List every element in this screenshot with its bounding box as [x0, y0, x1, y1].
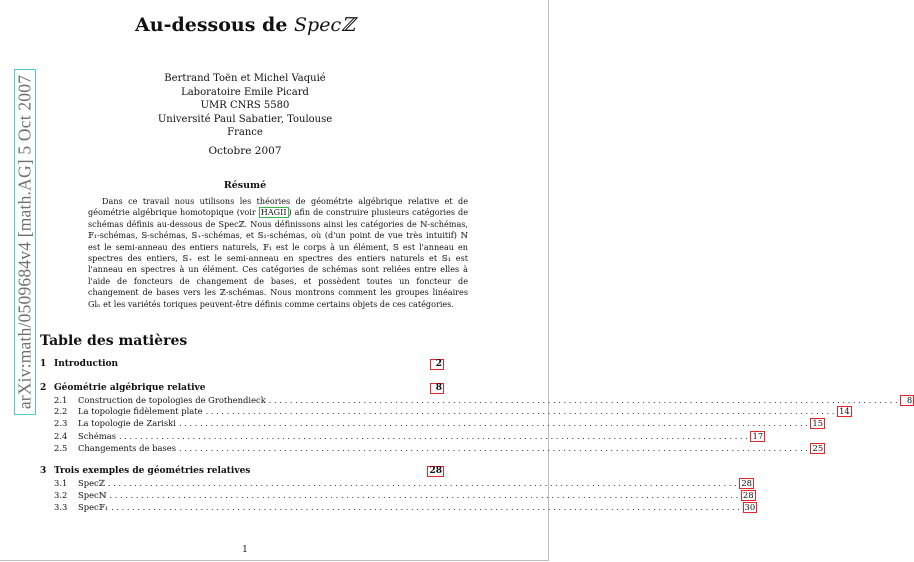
toc-leader-dots: ........................................................................................................................	[179, 443, 811, 453]
toc-entry-number: 2.4	[54, 431, 68, 441]
toc-entry-label[interactable]: Specℤ	[78, 478, 105, 488]
author-unit: UMR CNRS 5580	[200, 100, 290, 111]
author-university: Université Paul Sabatier, Toulouse	[157, 113, 333, 125]
toc-page-link[interactable]: 14	[839, 406, 850, 416]
toc-leader-dots: ........................................................................................................................	[205, 406, 838, 416]
citation-link[interactable]: HAGII	[260, 207, 287, 218]
paper-title-math: Specℤ	[294, 14, 355, 36]
toc-entry-number: 2	[40, 383, 47, 393]
toc-entry[interactable]	[40, 490, 754, 502]
toc-page-link[interactable]: 2	[430, 359, 444, 370]
author-block	[0, 72, 490, 140]
toc-entry-label[interactable]: Construction de topologies de Grothendieck	[78, 395, 266, 405]
paper-title	[0, 14, 490, 36]
abstract-text-start: Dans ce travail nous utilisons les théories de géométrie algébrique relative et de géométrie algébrique homotopique (voir	[88, 196, 468, 218]
toc-entry[interactable]	[40, 359, 444, 371]
toc-page-link[interactable]: 25	[812, 443, 824, 453]
arxiv-identifier-text: arXiv:math/0509684v4 [math.AG] 5 Oct 2007	[14, 74, 35, 410]
toc-page-link[interactable]: 17	[752, 431, 764, 441]
toc-page-link[interactable]: 28	[429, 466, 442, 476]
toc-heading: Table des matières	[40, 333, 188, 349]
toc-entry-number: 2.2	[54, 406, 68, 416]
toc-entry[interactable]	[40, 418, 824, 430]
toc-entry-label[interactable]: Specℕ	[78, 490, 107, 500]
toc-page-link[interactable]: 28	[741, 478, 752, 488]
paper-title-text: Au-dessous de	[135, 14, 295, 36]
toc-leader-dots: ........................................................................................................................	[111, 502, 743, 512]
toc-page-link[interactable]: 8	[900, 395, 914, 406]
toc-entry-label[interactable]: La topologie fidèlement plate	[78, 406, 203, 416]
toc-entry-label[interactable]: La topologie de Zariski	[78, 418, 176, 428]
toc-entry[interactable]	[40, 406, 850, 418]
toc-entry-number: 3.3	[54, 502, 68, 512]
page-number: 1	[242, 545, 248, 555]
toc-entry[interactable]	[40, 502, 756, 514]
toc-entry-label[interactable]: Introduction	[54, 359, 119, 369]
abstract-text-rest: ) afin de construire plusieurs catégories de schémas définis au-dessous de Specℤ. Nous définissons ainsi les catégories de ℕ-schémas, 𝔽₁-schémas, 𝕊-schémas, 𝕊₊-schémas, et 𝕊₁-schémas, où (d'un point de vue très intuitif) ℕ est le semi-anneau des entiers naturels, 𝔽₁ est le corps à un élément, 𝕊 est l'anneau en spectres des entiers, 𝕊₊ est le semi-anneau en spectres des entiers naturels et 𝕊₁ est l'anneau en spectres à un élément. Ces catégories de schémas sont reliées entre elles à l'aide de foncteurs de changement de bases, et possèdent toutes un foncteur de changement de bases vers les ℤ-schémas. Nous montrons comment les groupes linéaires Glₙ et les variétés toriques peuvent-être définis comme certains objets de ces catégories.	[88, 207, 468, 309]
toc-entry[interactable]	[40, 466, 444, 478]
paper-date: Octobre 2007	[208, 145, 282, 157]
toc-entry-number: 3.1	[54, 478, 68, 488]
toc-entry-number: 3	[40, 466, 47, 476]
toc-leader-dots: ........................................................................................................................	[109, 490, 741, 500]
toc-entry-label[interactable]: Schémas	[78, 431, 117, 441]
abstract-body	[88, 196, 468, 310]
toc-leader-dots: ........................................................................................................................	[107, 478, 740, 488]
toc-page-link[interactable]: 28	[742, 490, 754, 500]
toc-entry[interactable]	[40, 478, 752, 490]
toc-entry-number: 3.2	[54, 490, 68, 500]
toc-page-link[interactable]: 8	[430, 383, 444, 394]
toc-entry[interactable]	[40, 443, 824, 455]
toc-entry-label[interactable]: Changements de bases	[78, 443, 177, 453]
author-country: France	[227, 127, 263, 138]
toc-entry-number: 2.1	[54, 395, 68, 405]
abstract-heading: Résumé	[223, 180, 267, 191]
toc-entry-number: 1	[40, 359, 47, 369]
toc-entry-number: 2.5	[54, 443, 68, 453]
toc-page-link[interactable]: 15	[812, 418, 824, 428]
toc-leader-dots: ........................................................................................................................	[119, 431, 751, 441]
toc-page-link[interactable]: 30	[744, 502, 756, 512]
toc-entry-label[interactable]: Spec𝔽₁	[78, 502, 109, 512]
toc-entry-label[interactable]: Géométrie algébrique relative	[54, 383, 206, 393]
toc-entry[interactable]	[40, 383, 444, 395]
toc-leader-dots: ........................................................................................................................	[268, 395, 901, 405]
author-names: Bertrand Toën et Michel Vaquié	[164, 73, 326, 84]
toc-entry[interactable]	[40, 431, 764, 443]
author-lab: Laboratoire Emile Picard	[181, 86, 309, 98]
toc-entry-number: 2.3	[54, 418, 68, 428]
toc-leader-dots: ........................................................................................................................	[178, 418, 811, 428]
toc-entry-label[interactable]: Trois exemples de géométries relatives	[54, 466, 251, 476]
